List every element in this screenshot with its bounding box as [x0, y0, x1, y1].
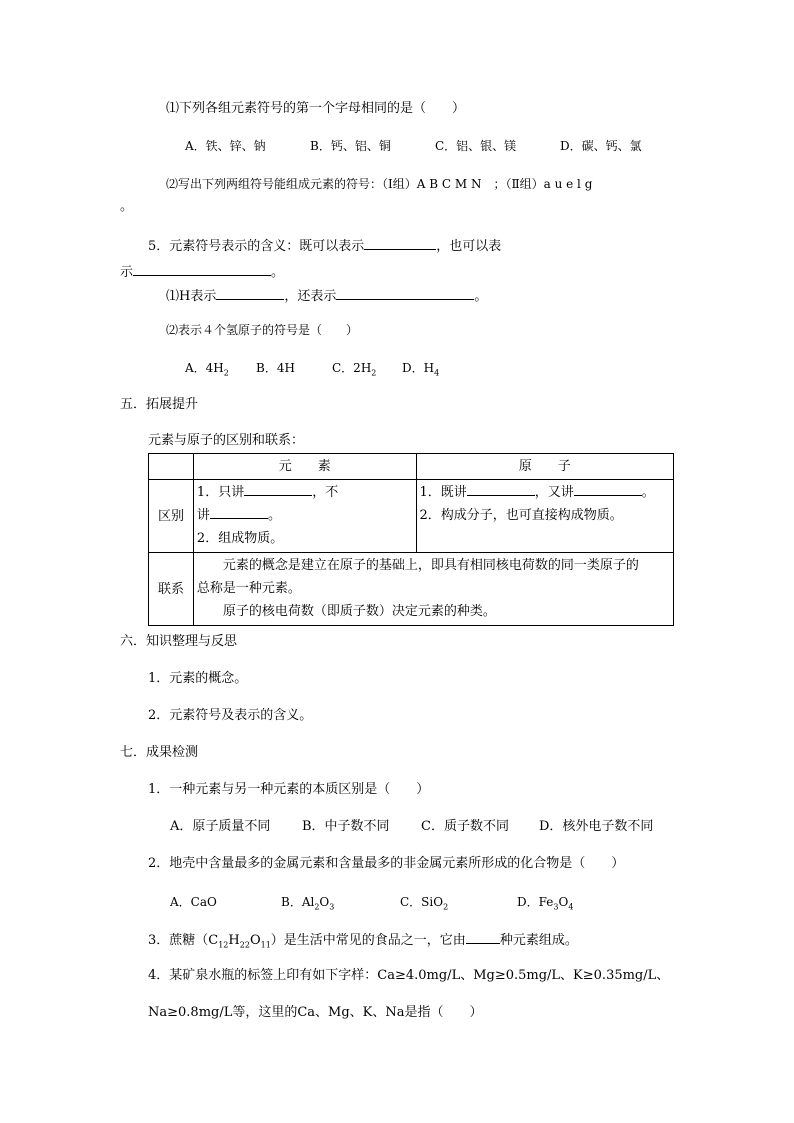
row-label-relation: 联系: [149, 553, 194, 626]
answer-blank[interactable]: [364, 236, 436, 250]
q5-option-a: A．$4H_2$: [185, 361, 229, 378]
q5-sub1: [166, 286, 487, 306]
s7-q4-line2: Na≥0.8mg/L等，这里的Ca、Mg、K、Na是指（ ）: [148, 1005, 483, 1020]
s7-q2-option-b: B．$Al_2O_3$: [281, 895, 335, 912]
q5-sub1-a: ⑴H表示: [166, 289, 217, 304]
q5-option-c: C．$2H_2$: [332, 361, 377, 378]
q5-sub1-c: 。: [474, 289, 488, 304]
s7-q1-option-a: A．原子质量不同: [170, 819, 271, 834]
row-label-difference: 区别: [149, 480, 194, 553]
table-caption: 元素与原子的区别和联系：: [148, 433, 305, 448]
q5-line2: [120, 262, 284, 282]
q2-end: 。: [120, 199, 134, 214]
atom-difference-cell: 1．既讲 ，又讲 。 2．构成分子，也可直接构成物质。: [416, 480, 674, 553]
q5-sub2: ⑵表示４个氢原子的符号是（ ）: [166, 323, 359, 337]
header-atom: 原 子: [416, 454, 674, 480]
answer-blank[interactable]: [467, 482, 535, 496]
s7-q1-option-b: B．中子数不同: [302, 819, 390, 834]
q5-line1-b: ，也可以表: [436, 239, 502, 254]
answer-blank[interactable]: [244, 482, 312, 496]
s7-q2-option-d: D．$Fe_3O_4$: [517, 895, 574, 912]
q2-stem: ⑵写出下列两组符号能组成元素的符号：（Ⅰ组）A B C M N ；（Ⅱ组）a u e l g: [166, 177, 593, 191]
relation-cell: 元素的概念是建立在原子的基础上，即具有相同核电荷数的同一类原子的 总称是一种元素。 原子的核电荷数（即质子数）决定元素的种类。: [193, 553, 673, 626]
answer-blank[interactable]: [574, 482, 642, 496]
table-corner: [149, 454, 194, 480]
s7-q2-stem: 2．地壳中含量最多的金属元素和含量最多的非金属元素所形成的化合物是（ ）: [148, 856, 625, 871]
q5-option-b: B．4H: [256, 361, 295, 375]
s7-q1-option-c: C．质子数不同: [421, 819, 509, 834]
q1-option-b: B．钙、铝、铜: [310, 139, 391, 153]
answer-blank[interactable]: [133, 262, 271, 276]
q5-line1-a: 5．元素符号表示的含义：既可以表示: [148, 239, 365, 254]
q5-option-d: D．$H_4$: [402, 361, 440, 378]
q1-option-d: D．碳、钙、氯: [560, 139, 642, 153]
q5-sub1-b: ，还表示: [284, 289, 337, 304]
section-6-item-2: 2．元素符号及表示的含义。: [148, 708, 313, 723]
header-element: 元 素: [193, 454, 416, 480]
section-6-item-1: 1．元素的概念。: [148, 671, 248, 686]
s7-q2-option-c: C．SiO$_2$: [400, 895, 449, 912]
q1-stem: ⑴下列各组元素符号的第一个字母相同的是（ ）: [166, 101, 466, 116]
q1-option-a: A．铁、锌、钠: [185, 139, 266, 153]
answer-blank[interactable]: [466, 930, 500, 944]
section-6-title: 六．知识整理与反思: [120, 634, 238, 649]
s7-q1-stem: 1．一种元素与另一种元素的本质区别是（ ）: [148, 782, 430, 797]
s7-q1-option-d: D．核外电子数不同: [539, 819, 654, 834]
element-difference-cell: 1．只讲 ，不 讲 。 2．组成物质。: [193, 480, 416, 553]
section-5-title: 五．拓展提升: [120, 397, 199, 412]
element-atom-table: [148, 453, 674, 626]
q5-line2-a: 示: [120, 265, 134, 280]
s7-q2-option-a: A．CaO: [170, 895, 217, 909]
q1-option-c: C．铝、银、镁: [435, 139, 517, 153]
q5-line2-b: 。: [271, 265, 285, 280]
s7-q3: 3．蔗糖$(C_{12}H_{22}O_{11})$是生活中常见的食品之一，它由 种元素组成。: [148, 930, 578, 950]
answer-blank[interactable]: [216, 286, 284, 300]
s7-q4-line1: 4．某矿泉水瓶的标签上印有如下字样：Ca≥4.0mg/L、Mg≥0.5mg/L、K≥0.35mg/L、: [148, 968, 670, 983]
q5-line1: [148, 236, 501, 256]
answer-blank[interactable]: [336, 286, 474, 300]
answer-blank[interactable]: [210, 505, 268, 519]
section-7-title: 七．成果检测: [120, 745, 199, 760]
